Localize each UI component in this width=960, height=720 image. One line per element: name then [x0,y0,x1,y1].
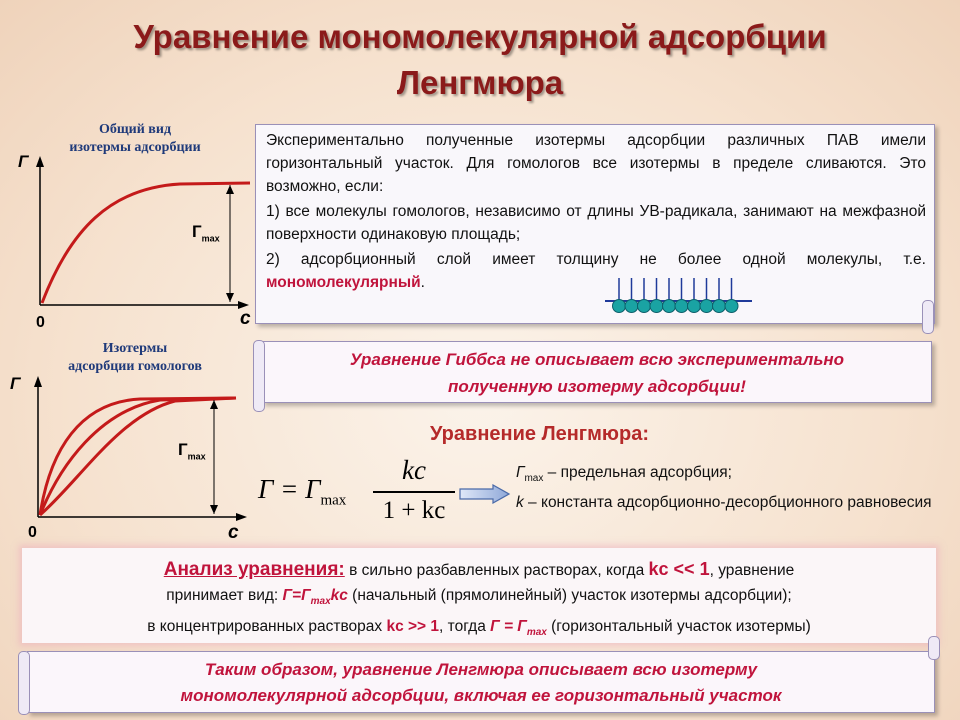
conclusion-line2: мономолекулярной адсорбции, включая ее горизонтальный участок [180,686,782,705]
page-title [0,14,960,106]
graph1-gmax-arrow-top [226,185,234,194]
graph2-origin-label: 0 [28,524,37,541]
analysis-l2-text-a: принимает вид: [166,587,283,604]
molecule-head [638,300,651,313]
def-gmax-text: – предельная адсорбция; [543,464,732,481]
graph1-gmax-symbol: Г [192,222,202,241]
graph2-caption-line1: Изотермы [102,341,168,356]
analysis-line1 [22,557,936,583]
graph2-caption-line2: адсорбции гомологов [68,359,202,374]
graph1-origin-label: 0 [36,314,45,331]
molecules-group [613,278,739,313]
conclusion-banner [27,651,935,713]
formula-denominator: 1 + kc [382,497,446,524]
def-gmax-symbol: Г [516,464,525,481]
analysis-l3-eq: Г = Г [490,618,527,636]
gibbs-banner [262,341,932,403]
analysis-l3-condition: kc >> 1 [386,618,440,636]
molecule-head [675,300,688,313]
graph1-caption-line1: Общий вид [98,122,172,137]
analysis-line2 [22,583,936,614]
langmuir-formula [258,455,458,530]
langmuir-heading: Уравнение Ленгмюра: [430,423,650,445]
explanation-paragraph-2: 1) все молекулы гомологов, независимо от длины УВ-радикала, занимают на межфазной поверхности одинаковую площадь; [266,203,926,243]
analysis-l3-eq-sub: max [526,627,547,639]
analysis-box [22,548,936,643]
explanation-p3-end: . [420,274,425,291]
formula-lhs [258,474,346,509]
graph2-x-arrow [236,513,247,521]
analysis-l2-eq: Г=Г [282,587,311,604]
graph1-y-label: Г [18,152,29,171]
def-k-symbol: k [516,494,524,512]
analysis-l3-text-b: , тогда [439,618,491,636]
explanation-box [255,124,935,324]
graph2-curve-3 [40,398,236,515]
arrow-shape [460,485,509,503]
monolayer-illustration [600,270,760,320]
molecule-head [688,300,701,313]
graph2-y-arrow [34,376,42,387]
graph2-gmax-symbol: Г [178,440,188,459]
definition-k [516,491,946,515]
molecule-head [650,300,663,313]
analysis-l1-text-a: в сильно разбавленных растворах, когда [344,562,649,579]
analysis-l1-condition: kc << 1 [648,559,710,579]
graph1-caption-line2: изотермы адсорбции [69,140,201,155]
analysis-l1-text-b: , уравнение [709,562,795,579]
graph2-curve-2 [40,398,236,515]
graph1-gmax-subscript: max [201,233,220,244]
molecule-head [625,300,638,313]
scroll-curl-explanation [922,300,934,334]
graph2-gmax-subscript: max [187,451,206,462]
molecule-head [613,300,626,313]
graph2-gmax-arrow-top [210,400,218,409]
formula-lhs-subscript: max [320,492,347,509]
analysis-l2-text-b: (начальный (прямолинейный) участок изотермы адсорбции); [347,587,792,604]
explanation-paragraph-1: Экспериментально полученные изотермы адсорбции различных ПАВ имели горизонтальный участок. Для гомологов все изотермы в пределе сливаются. Это возможно, если: [266,132,926,195]
graph2-x-label: с [228,522,239,543]
molecule-head [663,300,676,313]
title-line-1: Уравнение мономолекулярной адсорбции [133,18,827,55]
analysis-l2-eq-end: kc [330,587,348,604]
graph1-gmax-label [192,222,220,243]
graph1-gmax-arrow-bottom [226,293,234,302]
monomolecular-term: мономолекулярный [266,274,421,291]
graph2-curve-1 [40,398,236,515]
definition-gmax [516,461,946,491]
analysis-l3-text-a: в концентрированных растворах [147,618,387,636]
scroll-curl-conclusion-top [928,636,940,660]
molecule-head [700,300,713,313]
graph1-y-arrow [36,156,44,167]
molecule-head [713,300,726,313]
formula-lhs-text: Г = Г [258,474,321,504]
analysis-line3 [22,614,936,645]
graph1-x-label: с [240,308,251,329]
analysis-l3-text-c: (горизонтальный участок изотермы) [546,618,811,636]
graph2-gmax-arrow-bottom [210,505,218,514]
def-gmax-subscript: max [524,473,544,485]
explanation-paragraph-3 [266,248,926,294]
gibbs-banner-line2: полученную изотерму адсорбции! [448,377,746,396]
formula-numerator: kc [402,455,426,485]
formula-fraction-bar [373,491,455,493]
title-line-2: Ленгмюра [396,64,564,101]
scroll-curl-conclusion [18,651,30,715]
molecule-head [725,300,738,313]
analysis-label: Анализ уравнения: [163,559,345,580]
gibbs-banner-line1: Уравнение Гиббса не описывает всю экспериментально [349,350,845,369]
formula-definitions [516,461,946,515]
analysis-l2-eq-sub: max [310,596,331,608]
conclusion-line1: Таким образом, уравнение Ленгмюра описывает всю изотерму [204,660,758,679]
graph2-y-label: Г [10,374,21,393]
explanation-p3-text: 2) адсорбционный слой имеет толщину не более одной молекулы, т.е. [266,251,926,268]
graph1-plot [0,150,260,340]
graph2-gmax-label [178,440,206,461]
def-k-text: – константа адсорбционно-десорбционного равновесия [523,494,932,512]
scroll-curl-gibbs [253,340,265,412]
graph2-plot [0,370,260,540]
formula-arrow [459,484,511,504]
